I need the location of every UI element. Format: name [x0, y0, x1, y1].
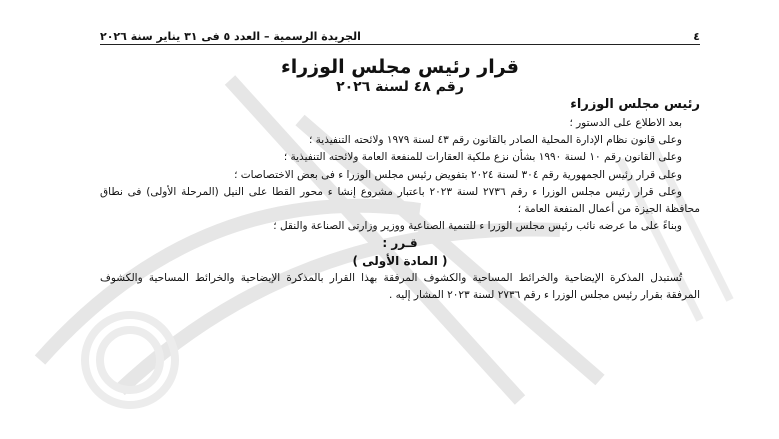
- paragraph: بعد الاطلاع على الدستور ؛: [569, 117, 682, 129]
- paragraph: وعلى قرار رئيس مجلس الوزرا ء رقم ٢٧٣٦ لسنة ٢٠٢٣ باعتبار مشروع إنشا ء محور القطا على النيل (المرحلة الأولى) فى نطاق محافظة الجيزة من أعمال المنفعة العامة ؛: [100, 185, 700, 216]
- gazette-issue-line: الجريدة الرسمية – العدد ٥ فى ٣١ يناير سنة ٢٠٢٦: [100, 29, 361, 43]
- paragraph: تُستبدل المذكرة الإيضاحية والخرائط المساحية والكشوف المرفقة بهذا القرار بالمذكرة الإيضاحية والخرائط المساحية والكشوف المرفقة بقرار رئيس مجلس الوزرا ء رقم ٢٧٣٦ لسنة ٢٠٢٣ المشار إليه .: [100, 271, 700, 302]
- paragraph: وبناءً على ما عرضه نائب رئيس مجلس الوزرا ء للتنمية الصناعية ووزير وزارتى الصناعة والنقل ؛: [273, 220, 682, 233]
- decree-body: [100, 96, 700, 304]
- paragraph: وعلى قرار رئيس الجمهورية رقم ٣٠٤ لسنة ٢٠٢٤ بتفويض رئيس مجلس الوزرا ء فى بعض الاختصاصات ؛: [234, 168, 682, 181]
- paragraph: وعلى القانون رقم ١٠ لسنة ١٩٩٠ بشأن نزع ملكية العقارات للمنفعة العامة ولائحته التنفيذية ؛: [283, 151, 682, 164]
- header-divider: [100, 44, 700, 45]
- running-head: [100, 28, 700, 44]
- article-heading: ( المادة الأولى ): [352, 253, 448, 268]
- decree-number: رقم ٤٨ لسنة ٢٠٢٦: [336, 79, 464, 95]
- decides-heading: قـرر :: [382, 236, 418, 251]
- paragraph: وعلى قانون نظام الإدارة المحلية الصادر بالقانون رقم ٤٣ لسنة ١٩٧٩ ولائحته التنفيذية ؛: [308, 134, 682, 147]
- page-number: ٤: [693, 29, 700, 43]
- decree-title: قرار رئيس مجلس الوزراء: [281, 56, 519, 78]
- issuer-heading: رئيس مجلس الوزراء: [570, 97, 700, 112]
